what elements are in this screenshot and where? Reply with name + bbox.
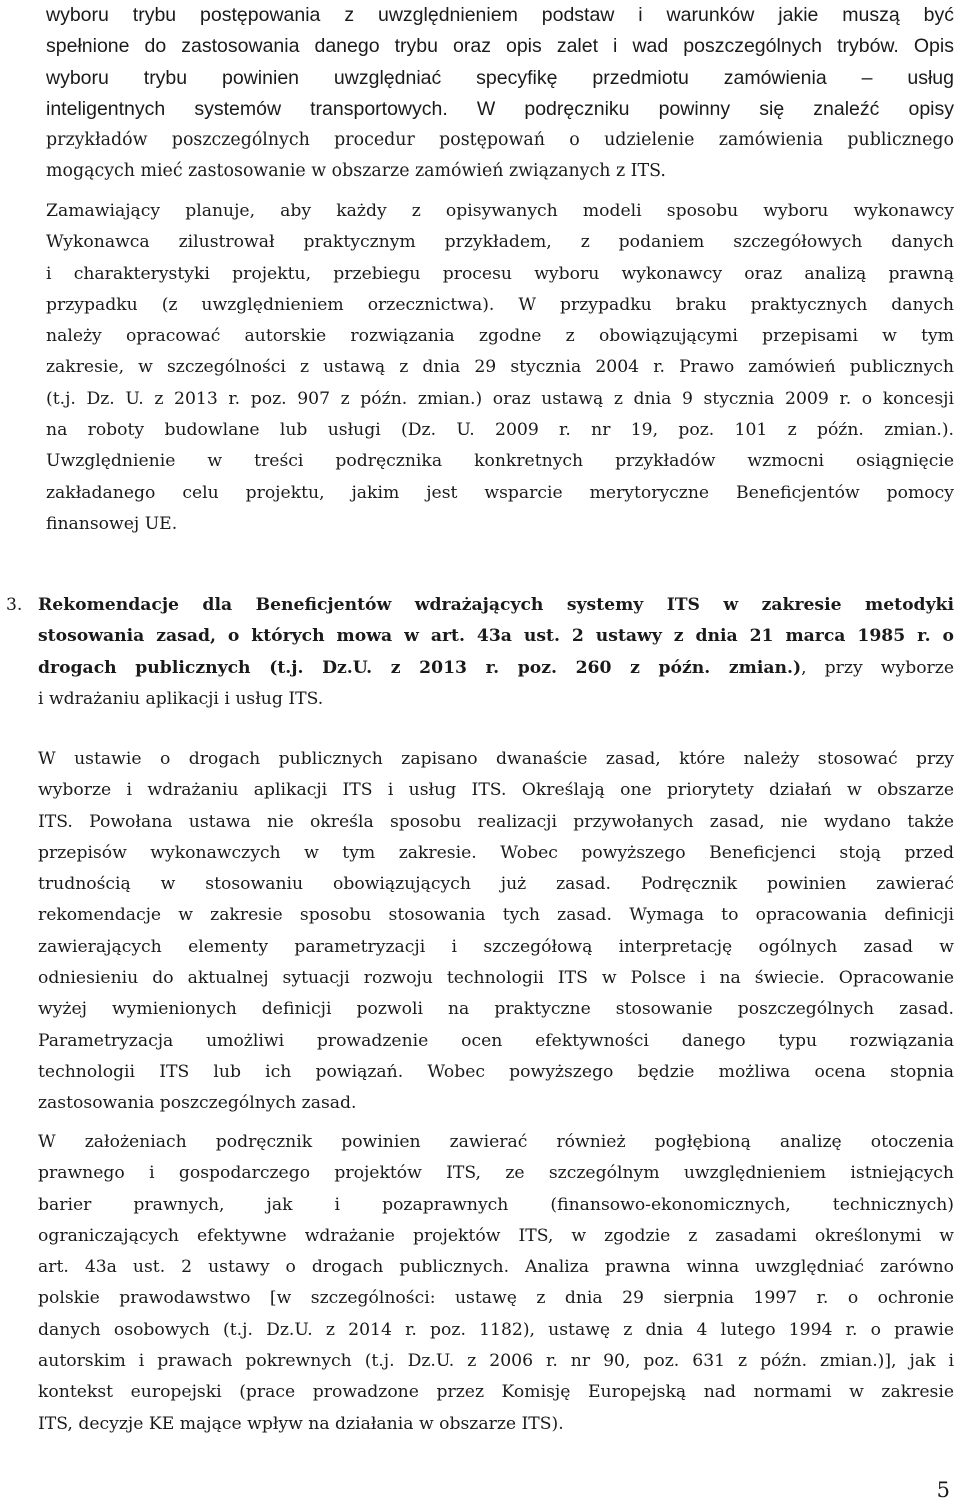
text-line: wyboru trybu postępowania z uwzględnieniem podstaw i warunków jakie muszą być xyxy=(46,4,954,26)
text-line: wyborze i wdrażaniu aplikacji ITS i usług ITS. Określają one priorytety działań w obszarze xyxy=(38,780,954,801)
paragraph-trybu-opis xyxy=(46,0,954,188)
text-line: (t.j. Dz. U. z 2013 r. poz. 907 z późn. zmian.) oraz ustawą z dnia 9 stycznia 2009 r. o koncesji xyxy=(46,388,954,409)
paragraph-analiza-prawna xyxy=(38,1127,954,1440)
text-line: technologii ITS lub ich powiązań. Wobec powyższego będzie możliwa ocena stopnia xyxy=(38,1061,954,1082)
text-line: W ustawie o drogach publicznych zapisano dwanaście zasad, które należy stosować przy xyxy=(38,749,954,769)
text-line: autorskim i prawach pokrewnych (t.j. Dz.U. z 2006 r. nr 90, poz. 631 z późn. zmian.)], jak i xyxy=(38,1351,954,1372)
text-line: na roboty budowlane lub usługi (Dz. U. 2009 r. nr 19, poz. 101 z późn. zmian.). xyxy=(46,420,954,441)
text-line: rekomendacje w zakresie sposobu stosowania tych zasad. Wymaga to opracowania definicji xyxy=(38,905,954,926)
text-line: ITS, decyzje KE mające wpływ na działania w obszarze ITS). xyxy=(38,1413,564,1434)
heading-line xyxy=(38,621,954,652)
heading-line: i wdrażaniu aplikacji i usług ITS. xyxy=(38,688,324,709)
heading-line xyxy=(38,590,954,621)
text-line: Wykonawca zilustrował praktycznym przykładem, z podaniem szczegółowych danych xyxy=(46,232,954,253)
section-number: 3. xyxy=(6,595,23,615)
text-line: spełnione do zastosowania danego trybu oraz opis zalet i wad poszczególnych trybów. Opis xyxy=(46,35,954,58)
heading-text: stosowania zasad, o których mowa w art. 43a ust. 2 ustawy z dnia 21 marca 1985 r. o xyxy=(38,626,954,647)
text-line: zastosowania poszczególnych zasad. xyxy=(38,1093,357,1114)
text-line: ograniczających efektywne wdrażanie projektów ITS, w zgodzie z zasadami określonymi w xyxy=(38,1225,954,1246)
text-line: danych osobowych (t.j. Dz.U. z 2014 r. poz. 1182), ustawę z dnia 4 lutego 1994 r. o prawie xyxy=(38,1319,954,1340)
text-line: finansowej UE. xyxy=(46,513,178,534)
text-line: i charakterystyki projektu, przebiegu procesu wyboru wykonawcy oraz analizą prawną xyxy=(46,263,954,284)
text-line: barier prawnych, jak i pozaprawnych (finansowo-ekonomicznych, technicznych) xyxy=(38,1194,954,1215)
paragraph-ustawa-zasady xyxy=(38,744,954,1120)
heading-text-normal: , przy wyborze xyxy=(801,657,954,678)
text-line: mogących mieć zastosowanie w obszarze zamówień związanych z ITS. xyxy=(46,161,666,182)
text-line: W założeniach podręcznik powinien zawierać również pogłębioną analizę otoczenia xyxy=(38,1132,954,1152)
text-line: art. 43a ust. 2 ustawy o drogach publicznych. Analiza prawna winna uwzględniać zarówno xyxy=(38,1257,954,1278)
text-line: Uwzględnienie w treści podręcznika konkretnych przykładów wzmocni osiągnięcie xyxy=(46,451,954,472)
text-line: kontekst europejski (prace prowadzone przez Komisję Europejską nad normami w zakresie xyxy=(38,1382,954,1403)
text-line: przypadku (z uwzględnieniem orzecznictwa). W przypadku braku praktycznych danych xyxy=(46,294,954,315)
heading-text: drogach publicznych (t.j. Dz.U. z 2013 r. poz. 260 z późn. zmian.) xyxy=(38,657,802,678)
text-line: inteligentnych systemów transportowych. W podręczniku powinny się znaleźć opisy xyxy=(46,97,954,120)
text-line: odniesieniu do aktualnej sytuacji rozwoju technologii ITS w Polsce i na świecie. Opracowanie xyxy=(38,968,954,989)
text-line: zakładanego celu projektu, jakim jest wsparcie merytoryczne Beneficjentów pomocy xyxy=(46,482,954,503)
text-line: wyżej wymienionych definicji pozwoli na praktyczne stosowanie poszczególnych zasad. xyxy=(38,999,954,1020)
text-line: polskie prawodawstwo [w szczególności: ustawę z dnia 29 sierpnia 1997 r. o ochronie xyxy=(38,1288,954,1309)
text-line: ITS. Powołana ustawa nie określa sposobu realizacji przywołanych zasad, nie wydano także xyxy=(38,811,954,832)
text-line: przepisów wykonawczych w tym zakresie. Wobec powyższego Beneficjenci stoją przed xyxy=(38,842,954,863)
text-line: trudnością w stosowaniu obowiązujących już zasad. Podręcznik powinien zawierać xyxy=(38,874,954,895)
text-line: zawierających elementy parametryzacji i szczegółową interpretację ogólnych zasad w xyxy=(38,936,954,957)
text-line: prawnego i gospodarczego projektów ITS, ze szczególnym uwzględnieniem istniejących xyxy=(38,1163,954,1184)
text-line: Zamawiający planuje, aby każdy z opisywanych modeli sposobu wyboru wykonawcy xyxy=(46,201,954,221)
text-line: przykładów poszczególnych procedur postępowań o udzielenie zamówienia publicznego xyxy=(46,130,954,151)
text-line: Parametryzacja umożliwi prowadzenie ocen efektywności danego typu rozwiązania xyxy=(38,1030,954,1051)
text-line: zakresie, w szczególności z ustawą z dnia 29 stycznia 2004 r. Prawo zamówień publicznych xyxy=(46,357,954,378)
heading-text: Rekomendacje dla Beneficjentów wdrażających systemy ITS w zakresie metodyki xyxy=(38,595,954,615)
text-line: wyboru trybu powinien uwzględniać specyfikę przedmiotu zamówienia – usług xyxy=(46,66,954,89)
heading-line xyxy=(38,653,954,684)
paragraph-zamawiajacy xyxy=(46,196,954,540)
text-line: należy opracować autorskie rozwiązania zgodne z obowiązującymi przepisami w tym xyxy=(46,326,954,347)
page-number: 5 xyxy=(936,1478,950,1502)
